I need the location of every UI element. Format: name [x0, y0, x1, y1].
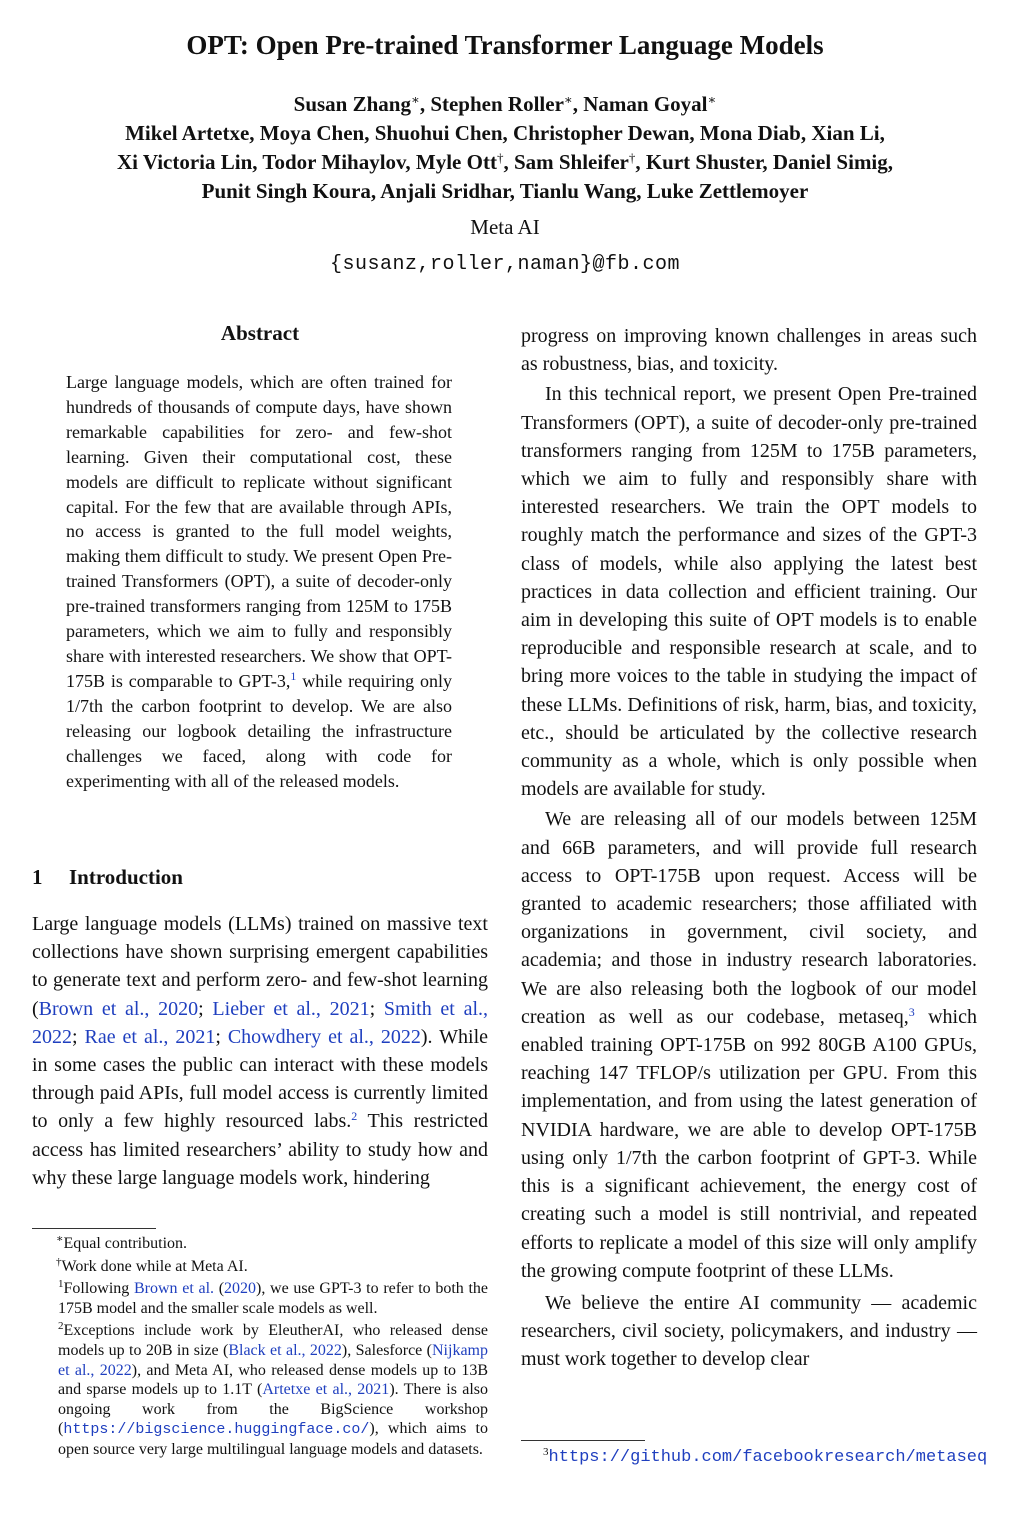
footnote-text: Exceptions include work by EleutherAI, who released dense models up to 20B in size (	[58, 1322, 488, 1359]
abstract-text	[66, 370, 452, 793]
separator: ;	[72, 1025, 85, 1048]
right-column-text	[521, 322, 977, 1376]
author-name: Susan Zhang	[293, 92, 411, 116]
author-name: Mona Diab	[699, 121, 801, 145]
author-name: Kurt Shuster	[645, 150, 763, 174]
author-name: Stephen Roller	[430, 92, 564, 116]
author-line: Susan Zhang∗, Stephen Roller∗, Naman Goyal∗	[293, 92, 717, 116]
author-name: Xi Victoria Lin	[116, 150, 253, 174]
separator: ;	[215, 1025, 228, 1048]
author-name: Myle Ott	[415, 150, 497, 174]
author-name: Todor Mihaylov	[262, 150, 406, 174]
author-line: Punit Singh Koura, Anjali Sridhar, Tianlu Wang, Luke Zettlemoyer	[201, 179, 809, 203]
equal-contribution-mark: ∗	[410, 92, 420, 107]
author-line: Xi Victoria Lin, Todor Mihaylov, Myle Ott†, Sam Shleifer†, Kurt Shuster, Daniel Simig,	[116, 150, 894, 174]
citation-link[interactable]: Smith et al., 2022	[32, 997, 488, 1048]
meta-ai-mark: †	[496, 150, 504, 165]
footnote-mark: †	[56, 1255, 62, 1268]
citation-link[interactable]: Brown et al.	[133, 1280, 215, 1298]
paragraph-text: which enabled training OPT-175B on 992 80GB A100 GPUs, reaching 147 TFLOP/s utilization per GPU. From this implementation, and from using the latest generation of NVIDIA hardware, we are able to develop OPT-175B using only 1/7th the carbon footprint of GPT-3. While this is a significant achievement, the energy cost of creating such a model is still nontrivial, and repeated efforts to replicate a model of this size will only amplify the growing compute footprint of these LLMs.	[521, 1005, 977, 1282]
footnote-text: (	[214, 1280, 225, 1298]
citation-link[interactable]: Nijkamp et al., 2022	[58, 1341, 488, 1379]
author-name: Sam Shleifer	[513, 150, 629, 174]
footnote-2-link[interactable]: 2	[351, 1109, 358, 1124]
author-line: Mikel Artetxe, Moya Chen, Shuohui Chen, Christopher Dewan, Mona Diab, Xian Li,	[125, 121, 885, 145]
equal-contribution-mark: ∗	[563, 92, 573, 107]
citation-link[interactable]: Rae et al., 2021	[84, 1025, 216, 1048]
section-title: Introduction	[69, 865, 183, 889]
paragraph-text: Large language models (LLMs) trained on massive text collections have shown surprising emergent capabilities to generate text and perform zero- and few-shot learning (	[32, 913, 488, 1020]
footnote-3	[521, 1445, 988, 1468]
citation-link[interactable]: 2020	[224, 1280, 257, 1298]
paragraph-text: This restricted access has limited researchers’ ability to study how and why these large language models work, hindering	[32, 1110, 488, 1189]
abstract-text-part: Large language models, which are often trained for hundreds of thousands of compute days, have shown remarkable capabilities for zero- and few-shot learning. Given their computational cost, these models are difficult to replicate without significant capital. For the few that are available through APIs, no access is granted to the full model weights, making them difficult to study. We present Open Pre-trained Transformers (OPT), a suite of decoder-only pre-trained transformers ranging from 125M to 175B parameters, which we aim to fully and responsibly share with interested researchers. We show that OPT-175B is comparable to GPT-3,	[66, 372, 452, 691]
footnote	[32, 1279, 488, 1318]
author-name: Luke Zettlemoyer	[646, 179, 809, 203]
footnote-mark: 2	[58, 1320, 64, 1333]
footnote-mark: ∗	[56, 1233, 64, 1245]
author-emails: {susanz,roller,naman}@fb.com	[329, 253, 681, 276]
footnote-mark: 1	[58, 1278, 64, 1291]
paragraph-text: ). While in some cases the public can interact with these models through paid APIs, full model access is currently limited to only a few highly resourced labs.	[32, 1025, 489, 1133]
footnote	[32, 1257, 488, 1277]
paragraph: We believe the entire AI community — academic researchers, civil society, policymakers, and industry — must work together to develop clear	[521, 1291, 977, 1371]
footnote-text: ). There is also ongoing work from the BigScience workshop (	[58, 1381, 488, 1438]
intro-paragraph	[32, 910, 488, 1192]
paragraph-text: We are releasing all of our models between 125M and 66B parameters, and will provide full research access to OPT-175B upon request. Access will be granted to academic researchers; those affiliated with organizations in government, civil society, and academia; and those in industry research laboratories. We are also releasing both the logbook of our model creation as well as our codebase, metaseq,	[521, 808, 977, 1028]
author-name: Christopher Dewan	[513, 121, 690, 145]
paragraph	[521, 805, 977, 1284]
author-name: Xian Li	[811, 121, 880, 145]
abstract-text-part: while requiring only 1/7th the carbon footprint to develop. We are also releasing our logbook detailing the infrastructure challenges we faced, along with code for experimenting with all of the released models.	[66, 670, 452, 791]
paragraph: In this technical report, we present Open Pre-trained Transformers (OPT), a suite of decoder-only pre-trained transformers ranging from 125M to 175B parameters, which we aim to fully and responsibly share with interested researchers. We train the OPT models to roughly match the performance and sizes of the GPT-3 class of models, while also applying the latest best practices in data collection and efficient training. Our aim in developing this suite of OPT models is to enable reproducible and responsible research at scale, and to bring more voices to the table in studying the impact of these LLMs. Definitions of risk, harm, bias, and toxicity, etc., should be articulated by the collective research community as a whole, which is only possible when models are available for study.	[521, 383, 977, 801]
footnote	[32, 1321, 488, 1459]
footnote-text: Equal contribution.	[63, 1235, 188, 1252]
author-name: Anjali Sridhar	[380, 179, 510, 203]
paragraph-continuation: progress on improving known challenges in areas such as robustness, bias, and toxicity.	[521, 325, 977, 376]
footnote-text: Work done while at Meta AI.	[61, 1257, 248, 1275]
footnote-mark: 3	[543, 1446, 549, 1458]
footnote-3-link[interactable]: 3	[908, 1004, 915, 1019]
author-name: Mikel Artetxe	[125, 121, 250, 145]
citation-link[interactable]: Brown et al., 2020	[38, 997, 199, 1020]
affiliation: Meta AI	[470, 215, 540, 239]
footnote-text: ), we use GPT-3 to refer to both the 175B model and the smaller scale models as well.	[58, 1280, 488, 1317]
separator: ;	[198, 997, 213, 1020]
citation-link[interactable]: Lieber et al., 2021	[212, 997, 370, 1020]
footnote-text: ), which aims to open source very large multilingual language models and datasets.	[58, 1420, 488, 1458]
meta-ai-mark: †	[628, 150, 636, 165]
footnote-divider	[32, 1228, 156, 1229]
footnote-line	[521, 1445, 988, 1468]
separator: ;	[369, 997, 384, 1020]
citation-link[interactable]: Chowdhery et al., 2022	[227, 1025, 421, 1048]
metaseq-url-link[interactable]: https://github.com/facebookresearch/metaseq	[548, 1448, 988, 1467]
bigscience-url-link[interactable]: https://bigscience.huggingface.co/	[63, 1421, 370, 1439]
footnote-1-link[interactable]: 1	[290, 668, 297, 683]
section-number: 1	[32, 865, 43, 889]
citation-link[interactable]: Black et al., 2022	[228, 1341, 342, 1359]
section-heading-introduction	[32, 865, 183, 890]
footnote	[32, 1234, 488, 1254]
equal-contribution-mark: ∗	[707, 92, 717, 107]
abstract-heading: Abstract	[220, 321, 300, 345]
author-name: Punit Singh Koura	[201, 179, 371, 203]
author-name: Shuohui Chen	[374, 121, 503, 145]
author-name: Tianlu Wang	[519, 179, 637, 203]
author-list	[20, 90, 990, 206]
author-name: Naman Goyal	[583, 92, 708, 116]
paper-title: OPT: Open Pre-trained Transformer Language Models	[186, 30, 824, 60]
footnote-text: Following	[63, 1280, 134, 1298]
citation-link[interactable]: Artetxe et al., 2021	[262, 1381, 390, 1399]
footnote-text: ), and Meta AI, who released dense models up to 13B and sparse models up to 1.1T (	[58, 1361, 489, 1399]
footnotes-left	[32, 1234, 488, 1463]
author-name: Moya Chen	[259, 121, 365, 145]
footnote-divider	[521, 1440, 645, 1441]
author-name: Daniel Simig	[772, 150, 888, 174]
footnote-text: ), Salesforce (	[341, 1341, 432, 1359]
